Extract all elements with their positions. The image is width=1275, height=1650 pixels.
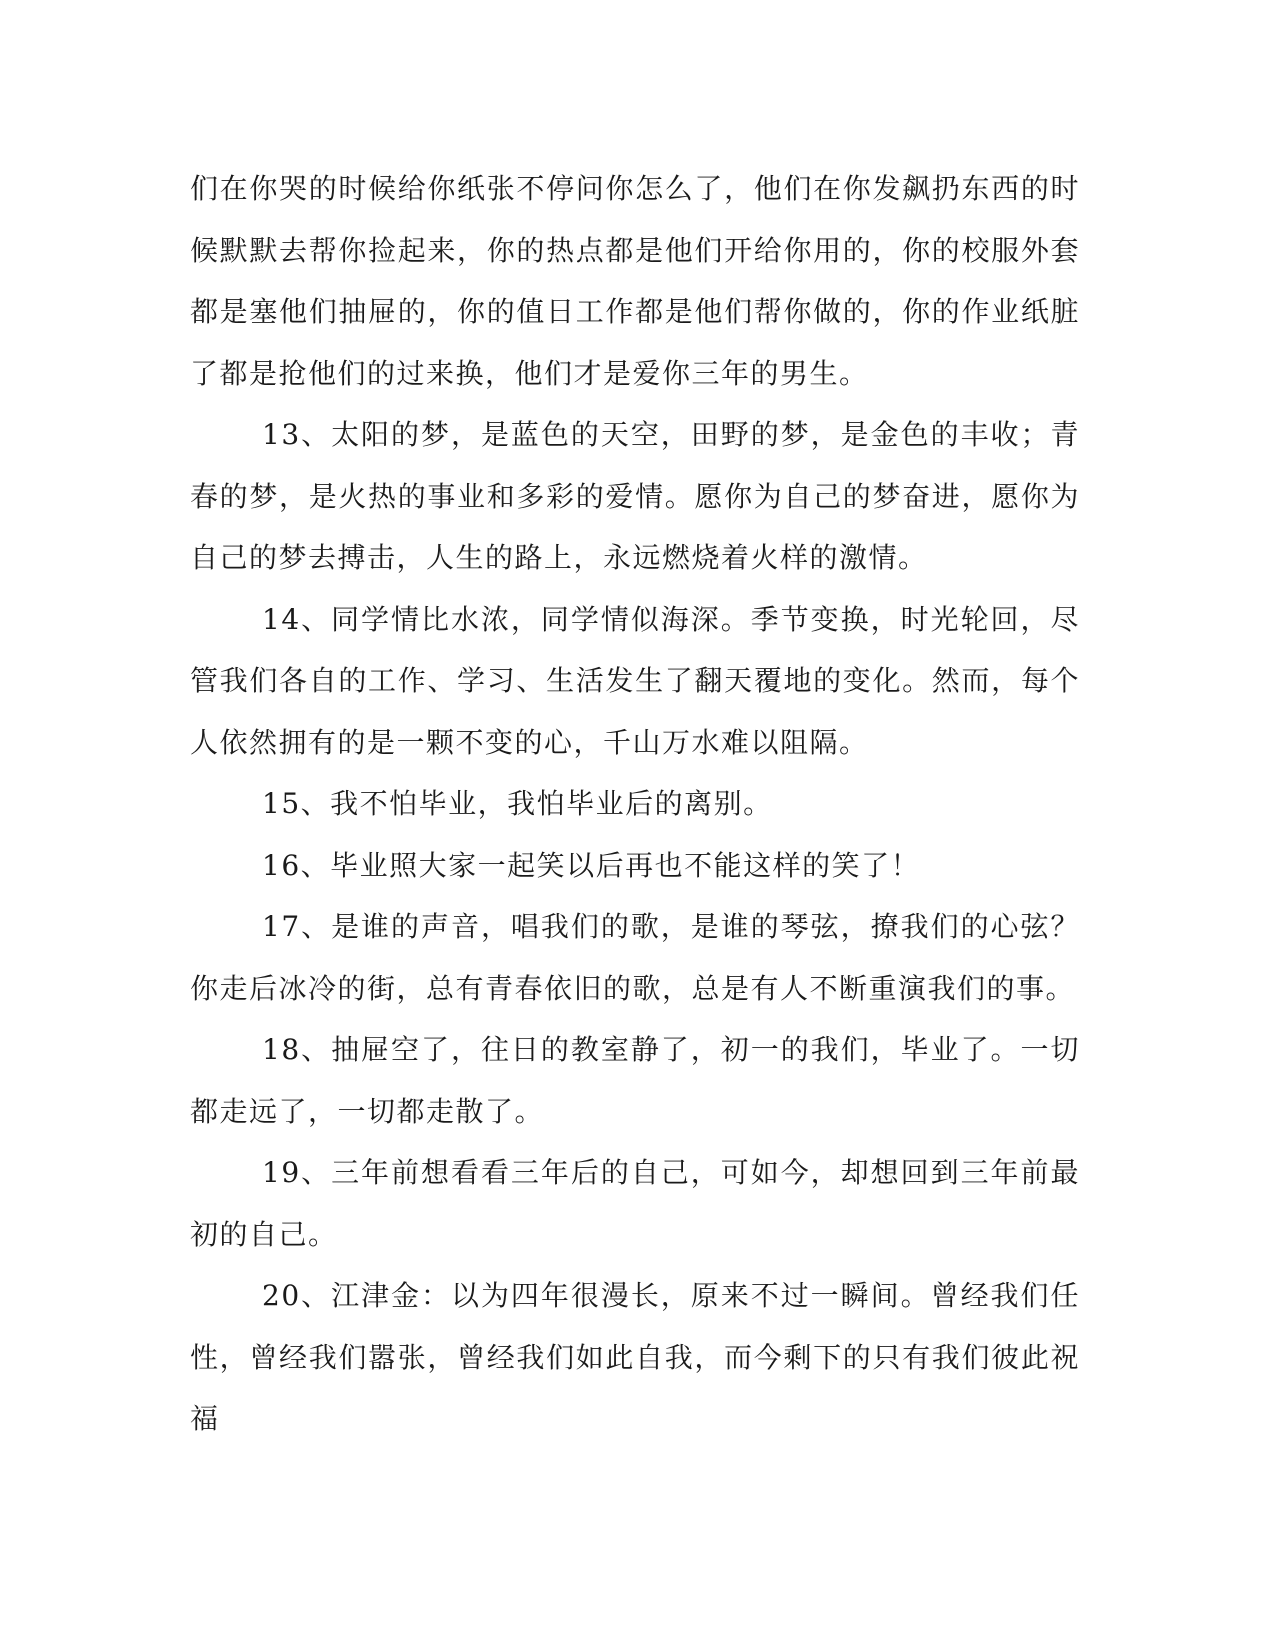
paragraph-item-14: 14、同学情比水浓，同学情似海深。季节变换，时光轮回，尽管我们各自的工作、学习、生活发生了翻天覆地的变化。然而，每个人依然拥有的是一颗不变的心，千山万水难以阻隔。 bbox=[190, 602, 1080, 759]
paragraph-item-15: 15、我不怕毕业，我怕毕业后的离别。 bbox=[262, 787, 773, 820]
paragraph-item-13: 13、太阳的梦，是蓝色的天空，田野的梦，是金色的丰收；青春的梦，是火热的事业和多彩的爱情。愿你为自己的梦奋进，愿你为自己的梦去搏击，人生的路上，永远燃烧着火样的激情。 bbox=[190, 418, 1080, 574]
paragraph-item-19: 19、三年前想看看三年后的自己，可如今，却想回到三年前最初的自己。 bbox=[190, 1156, 1080, 1251]
paragraph-continuation: 们在你哭的时候给你纸张不停问你怎么了，他们在你发飙扔东西的时候默默去帮你捡起来，你的热点都是他们开给你用的，你的校服外套都是塞他们抽屉的，你的值日工作都是他们帮你做的，你的作业纸脏了都是抢他们的过来换，他们才是爱你三年的男生。 bbox=[190, 172, 1080, 390]
paragraph-item-17: 17、是谁的声音，唱我们的歌，是谁的琴弦，撩我们的心弦？你走后冰冷的街，总有青春依旧的歌，总是有人不断重演我们的事。 bbox=[190, 910, 1080, 1005]
paragraph-item-18: 18、抽屉空了，往日的教室静了，初一的我们，毕业了。一切都走远了，一切都走散了。 bbox=[190, 1033, 1080, 1128]
document-body bbox=[190, 158, 1080, 1450]
paragraph-item-16: 16、毕业照大家一起笑以后再也不能这样的笑了！ bbox=[262, 848, 921, 882]
paragraph-item-20: 20、江津金：以为四年很漫长，原来不过一瞬间。曾经我们任性，曾经我们嚣张，曾经我们如此自我，而今剩下的只有我们彼此祝福 bbox=[190, 1279, 1080, 1435]
